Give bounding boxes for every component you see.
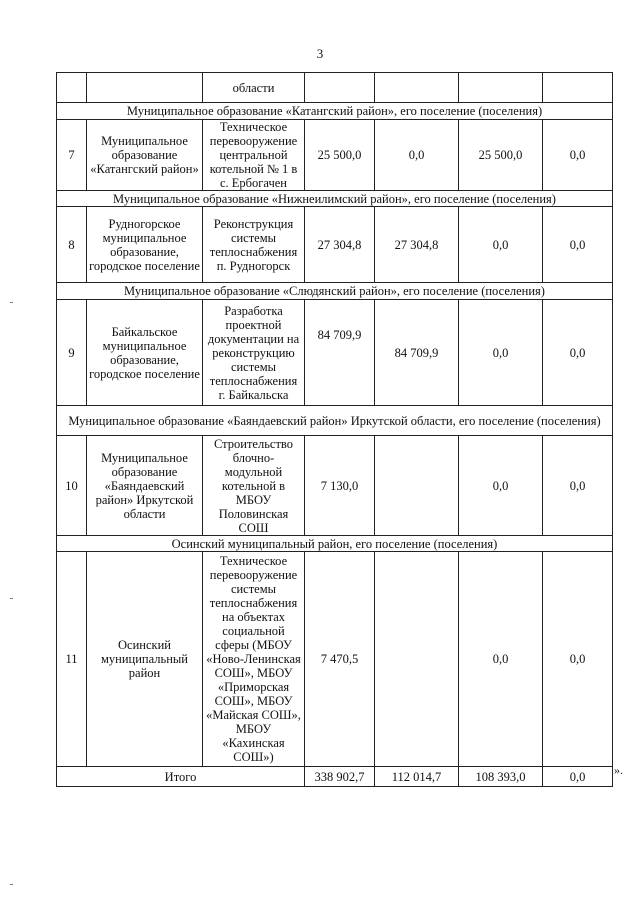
- owner-cell: Осинский муниципальный район: [87, 552, 203, 767]
- value-cell: 27 304,8: [375, 207, 459, 283]
- heat-supply-projects-table: [56, 72, 613, 787]
- value-cell: [459, 73, 543, 103]
- page-number: 3: [316, 46, 324, 61]
- value-cell: 0,0: [543, 120, 613, 191]
- value-cell: 0,0: [459, 552, 543, 767]
- section-heading-row: [57, 536, 613, 552]
- value-cell: 27 304,8: [305, 207, 375, 283]
- margin-mark: [10, 884, 13, 885]
- section-heading-row: [57, 103, 613, 120]
- project-cell: Строительство блочно-модульной котельной в МБОУ Половинская СОШ: [203, 436, 305, 536]
- value-cell: 25 500,0: [459, 120, 543, 191]
- section-heading: Осинский муниципальный район, его поселение (поселения): [57, 536, 613, 552]
- total-value-cell: 0,0: [543, 767, 613, 787]
- value-cell: 0,0: [543, 207, 613, 283]
- total-value-cell: 338 902,7: [305, 767, 375, 787]
- value-cell: 0,0: [459, 300, 543, 406]
- row-number-cell: 9: [57, 300, 87, 406]
- owner-cell: Байкальское муниципальное образование, городское поселение: [87, 300, 203, 406]
- project-cell: Техническое перевооружение центральной котельной № 1 в с. Ербогачен: [203, 120, 305, 191]
- value-cell: 0,0: [459, 436, 543, 536]
- table-row: [57, 207, 613, 283]
- table-row: [57, 73, 613, 103]
- value-cell: [305, 73, 375, 103]
- value-cell: [375, 436, 459, 536]
- section-heading-row: [57, 191, 613, 207]
- owner-cell: Рудногорское муниципальное образование, городское поселение: [87, 207, 203, 283]
- value-cell: 0,0: [543, 300, 613, 406]
- row-number-cell: 7: [57, 120, 87, 191]
- section-heading: Муниципальное образование «Катангский район», его поселение (поселения): [57, 103, 613, 120]
- value-cell: 7 470,5: [305, 552, 375, 767]
- section-heading-row: [57, 283, 613, 300]
- value-cell: 0,0: [543, 436, 613, 536]
- project-cell: области: [203, 73, 305, 103]
- table-row: [57, 436, 613, 536]
- value-cell: [543, 73, 613, 103]
- project-cell: Техническое перевооружение системы теплоснабжения на объектах социальной сферы (МБОУ «Ново-Ленинская СОШ», МБОУ «Приморская СОШ», МБОУ «Майская СОШ», МБОУ «Кахинская СОШ»): [203, 552, 305, 767]
- total-value-cell: 112 014,7: [375, 767, 459, 787]
- value-cell: 0,0: [543, 552, 613, 767]
- value-cell: 84 709,9: [375, 300, 459, 406]
- section-heading: Муниципальное образование «Слюдянский район», его поселение (поселения): [57, 283, 613, 300]
- section-heading: Муниципальное образование «Баяндаевский район» Иркутской области, его поселение (поселения): [57, 406, 613, 436]
- row-number-cell: 10: [57, 436, 87, 536]
- value-cell: 0,0: [459, 207, 543, 283]
- section-heading-row: [57, 406, 613, 436]
- row-number-cell: 11: [57, 552, 87, 767]
- total-row: [57, 767, 613, 787]
- table-row: [57, 120, 613, 191]
- table-row: [57, 552, 613, 767]
- table-row: [57, 300, 613, 406]
- owner-cell: [87, 73, 203, 103]
- total-value-cell: 108 393,0: [459, 767, 543, 787]
- project-cell: Разработка проектной документации на реконструкцию системы теплоснабжения г. Байкальска: [203, 300, 305, 406]
- margin-mark: [10, 598, 13, 599]
- row-number-cell: 8: [57, 207, 87, 283]
- value-cell: 25 500,0: [305, 120, 375, 191]
- value-cell: 7 130,0: [305, 436, 375, 536]
- owner-cell: Муниципальное образование «Баяндаевский район» Иркутской области: [87, 436, 203, 536]
- project-cell: Реконструкция системы теплоснабжения п. Рудногорск: [203, 207, 305, 283]
- row-number-cell: [57, 73, 87, 103]
- value-cell: 0,0: [375, 120, 459, 191]
- margin-mark: [10, 302, 13, 303]
- owner-cell: Муниципальное образование «Катангский район»: [87, 120, 203, 191]
- section-heading: Муниципальное образование «Нижнеилимский район», его поселение (поселения): [57, 191, 613, 207]
- closing-quote: ».: [614, 763, 623, 777]
- value-cell: [375, 552, 459, 767]
- value-cell: [375, 73, 459, 103]
- value-cell: 84 709,9: [305, 300, 375, 406]
- total-label: Итого: [57, 767, 305, 787]
